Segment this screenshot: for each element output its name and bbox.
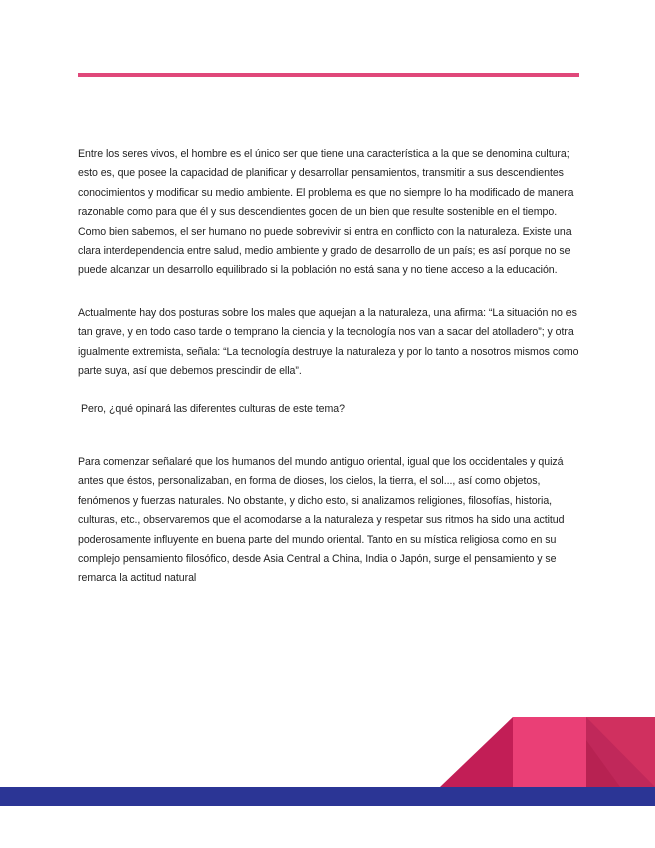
footer-decoration bbox=[0, 700, 655, 848]
footer-triangle-left bbox=[440, 717, 513, 787]
document-body bbox=[78, 145, 580, 589]
top-accent-rule bbox=[78, 73, 579, 77]
paragraph-4: Para comenzar señalaré que los humanos del mundo antiguo oriental, igual que los occidentales y quizá antes que éstos, personalizaban, en forma de dioses, los cielos, la tierra, el sol..., así como objetos, fenómenos y fuerzas naturales. No obstante, y dicho esto, si analizamos religiones, filosofías, historia, culturas, etc., observaremos que el acomodarse a la naturaleza y respetar sus ritmos ha sido una actitud poderosamente influyente en buena parte del mundo oriental. Tanto en su mística religiosa como en su complejo pensamiento filosófico, desde Asia Central a China, India o Japón, surge el pensamiento y se remarca la actitud natural bbox=[78, 455, 565, 585]
paragraph-1: Entre los seres vivos, el hombre es el único ser que tiene una característica a la que se denomina cultura; esto es, que posee la capacidad de planificar y desarrollar pensamientos, transmitir a sus descendientes conocimientos y modificar su medio ambiente. El problema es que no siempre lo ha modificado de manera razonable como para que él y sus descendientes gocen de un bien que resulte sostenible en el tiempo. Como bien sabemos, el ser humano no puede sobrevivir si entra en conflicto con la naturaleza. Existe una clara interdependencia entre salud, medio ambiente y grado de desarrollo de un país; es así porque no se puede alcanzar un desarrollo equilibrado si la población no está sana y no tiene acceso a la educación. bbox=[78, 148, 574, 277]
paragraph-question: Pero, ¿qué opinará las diferentes culturas de este tema? bbox=[81, 403, 345, 416]
footer-panel-middle bbox=[513, 717, 586, 787]
footer-navy-band bbox=[0, 787, 655, 806]
paragraph-2: Actualmente hay dos posturas sobre los males que aquejan a la naturaleza, una afirma: “La situación no es tan grave, y en todo caso tarde o temprano la ciencia y la tecnología nos van a sacar del atolladero”; y otra igualmente extremista, señala: “La tecnología destruye la naturaleza y por lo tanto a nosotros mismos como parte suya, así que debemos prescindir de ella”. bbox=[78, 306, 579, 378]
